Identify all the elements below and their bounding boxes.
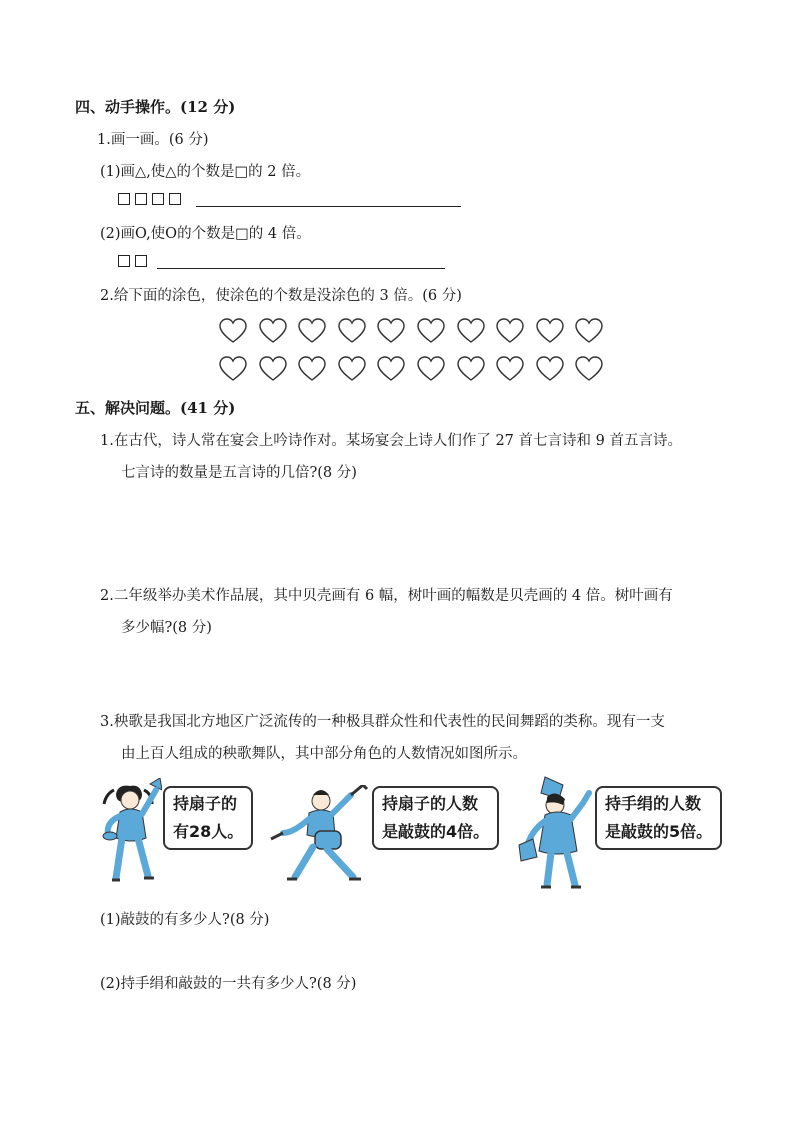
bubble-3-line1: 持手绢的人数 (605, 794, 702, 813)
heart-shape[interactable] (259, 318, 287, 344)
q5-3-sub2: (2)持手绢和敲鼓的一共有多少人?(8 分) (100, 976, 357, 992)
q5-2-line1: 2.二年级举办美术作品展，其中贝壳画有 6 幅，树叶画的幅数是贝壳画的 4 倍。树叶画有 (100, 588, 673, 604)
square-shape (135, 193, 147, 205)
heart-shape[interactable] (575, 318, 603, 344)
square-shape (118, 255, 130, 267)
answer-line-2[interactable] (157, 268, 445, 269)
heart-shape[interactable] (259, 356, 287, 382)
heart-shape[interactable] (496, 356, 524, 382)
section-5-title: 五、解决问题。(41 分) (75, 399, 236, 417)
square-shape (169, 193, 181, 205)
q5-3-line1: 3.秧歌是我国北方地区广泛流传的一种极具群众性和代表性的民间舞蹈的类称。现有一支 (100, 714, 665, 730)
bubble-2-line1: 持扇子的人数 (382, 794, 479, 813)
heart-shape[interactable] (338, 318, 366, 344)
heart-shape[interactable] (536, 318, 564, 344)
bubble-1-line1: 持扇子的 (173, 794, 238, 813)
drummer-figure (265, 785, 375, 885)
heart-shape[interactable] (298, 318, 326, 344)
q4-2-label: 2.给下面的涂色，使涂色的个数是没涂色的 3 倍。(6 分) (100, 288, 462, 304)
bubble-1-line2: 有28人。 (173, 822, 244, 841)
q5-3-sub1: (1)敲鼓的有多少人?(8 分) (100, 912, 270, 928)
heart-shape[interactable] (338, 356, 366, 382)
square-shape (135, 255, 147, 267)
speech-bubble-2 (372, 786, 499, 850)
q5-1-line2: 七言诗的数量是五言诗的几倍?(8 分) (121, 465, 357, 481)
heart-shape[interactable] (575, 356, 603, 382)
bubble-2-line2: 是敲鼓的4倍。 (382, 822, 490, 841)
heart-shape[interactable] (457, 356, 485, 382)
bubble-3-line2: 是敲鼓的5倍。 (605, 822, 713, 841)
square-shape (152, 193, 164, 205)
heart-shape[interactable] (219, 356, 247, 382)
speech-bubble-1 (163, 786, 253, 850)
heart-shape[interactable] (219, 318, 247, 344)
answer-line-1[interactable] (196, 206, 461, 207)
heart-shape[interactable] (298, 356, 326, 382)
q5-3-line2: 由上百人组成的秧歌舞队，其中部分角色的人数情况如图所示。 (121, 746, 527, 762)
fan-dancer-figure (100, 778, 162, 886)
q4-1-label: 1.画一画。(6 分) (97, 132, 209, 148)
q4-1-sub1: (1)画△,使△的个数是□的 2 倍。 (100, 164, 311, 180)
heart-shape[interactable] (417, 318, 445, 344)
q5-2-line2: 多少幅?(8 分) (121, 620, 212, 636)
heart-shape[interactable] (377, 356, 405, 382)
speech-bubble-3 (595, 786, 722, 850)
q4-1-sub2: (2)画O,使O的个数是□的 4 倍。 (100, 226, 311, 242)
heart-shape[interactable] (536, 356, 564, 382)
square-row-2 (118, 254, 152, 270)
heart-shape[interactable] (496, 318, 524, 344)
heart-shape[interactable] (457, 318, 485, 344)
heart-shape[interactable] (417, 356, 445, 382)
square-shape (118, 193, 130, 205)
handkerchief-dancer-figure (515, 775, 595, 893)
heart-shape[interactable] (377, 318, 405, 344)
q5-1-line1: 1.在古代，诗人常在宴会上吟诗作对。某场宴会上诗人们作了 27 首七言诗和 9 首五言诗。 (100, 433, 682, 449)
square-row-1 (118, 192, 186, 208)
section-4-title: 四、动手操作。(12 分) (75, 98, 236, 116)
